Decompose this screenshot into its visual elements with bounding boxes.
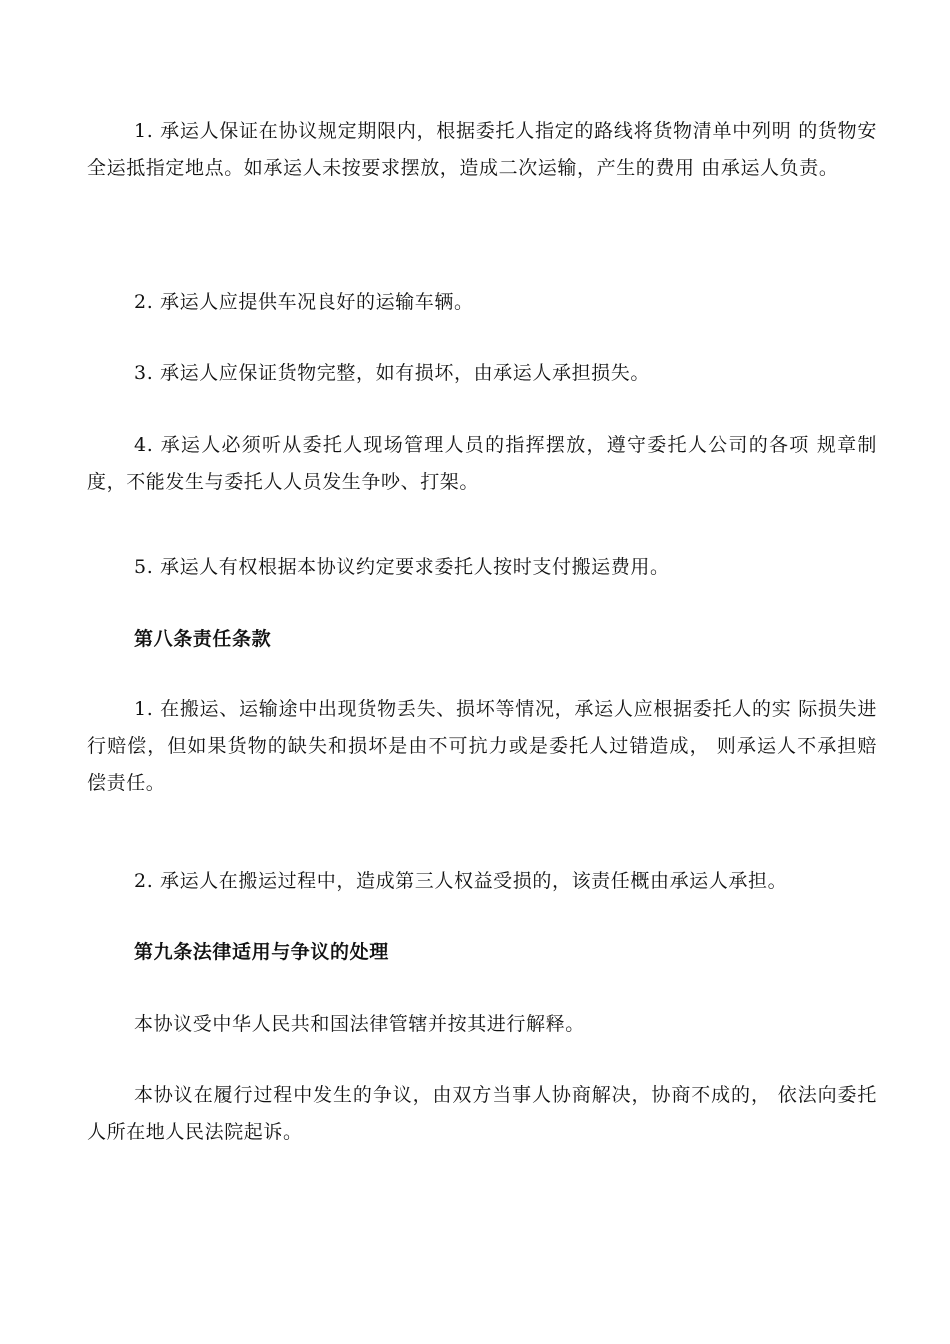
section-8-title: 第八条责任条款: [134, 628, 272, 650]
clause-7-item-5: 5. 承运人有权根据本协议约定要求委托人按时支付搬运费用。: [134, 556, 670, 578]
clause-9-paragraph-2: 本协议在履行过程中发生的争议，由双方当事人协商解决，协商不成的， 依法向委托人所在地人民法院起诉。: [87, 1084, 877, 1143]
clause-7-item-4: 4. 承运人必须听从委托人现场管理人员的指挥摆放，遵守委托人公司的各项 规章制度，不能发生与委托人人员发生争吵、打架。: [87, 434, 877, 493]
clause-7-item-1: 1. 承运人保证在协议规定期限内，根据委托人指定的路线将货物清单中列明 的货物安全运抵指定地点。如承运人未按要求摆放，造成二次运输，产生的费用 由承运人负责。: [87, 120, 877, 179]
clause-8-item-1: 1. 在搬运、运输途中出现货物丢失、损坏等情况，承运人应根据委托人的实 际损失进行赔偿，但如果货物的缺失和损坏是由不可抗力或是委托人过错造成， 则承运人不承担赔偿责任。: [87, 698, 877, 794]
section-9-title: 第九条法律适用与争议的处理: [134, 941, 389, 963]
clause-7-item-2: 2. 承运人应提供车况良好的运输车辆。: [134, 291, 474, 313]
clause-8-item-2: 2. 承运人在搬运过程中，造成第三人权益受损的，该责任概由承运人承担。: [134, 870, 788, 892]
clause-9-paragraph-1: 本协议受中华人民共和国法律管辖并按其进行解释。: [134, 1013, 585, 1035]
clause-7-item-3: 3. 承运人应保证货物完整，如有损坏，由承运人承担损失。: [134, 362, 650, 384]
